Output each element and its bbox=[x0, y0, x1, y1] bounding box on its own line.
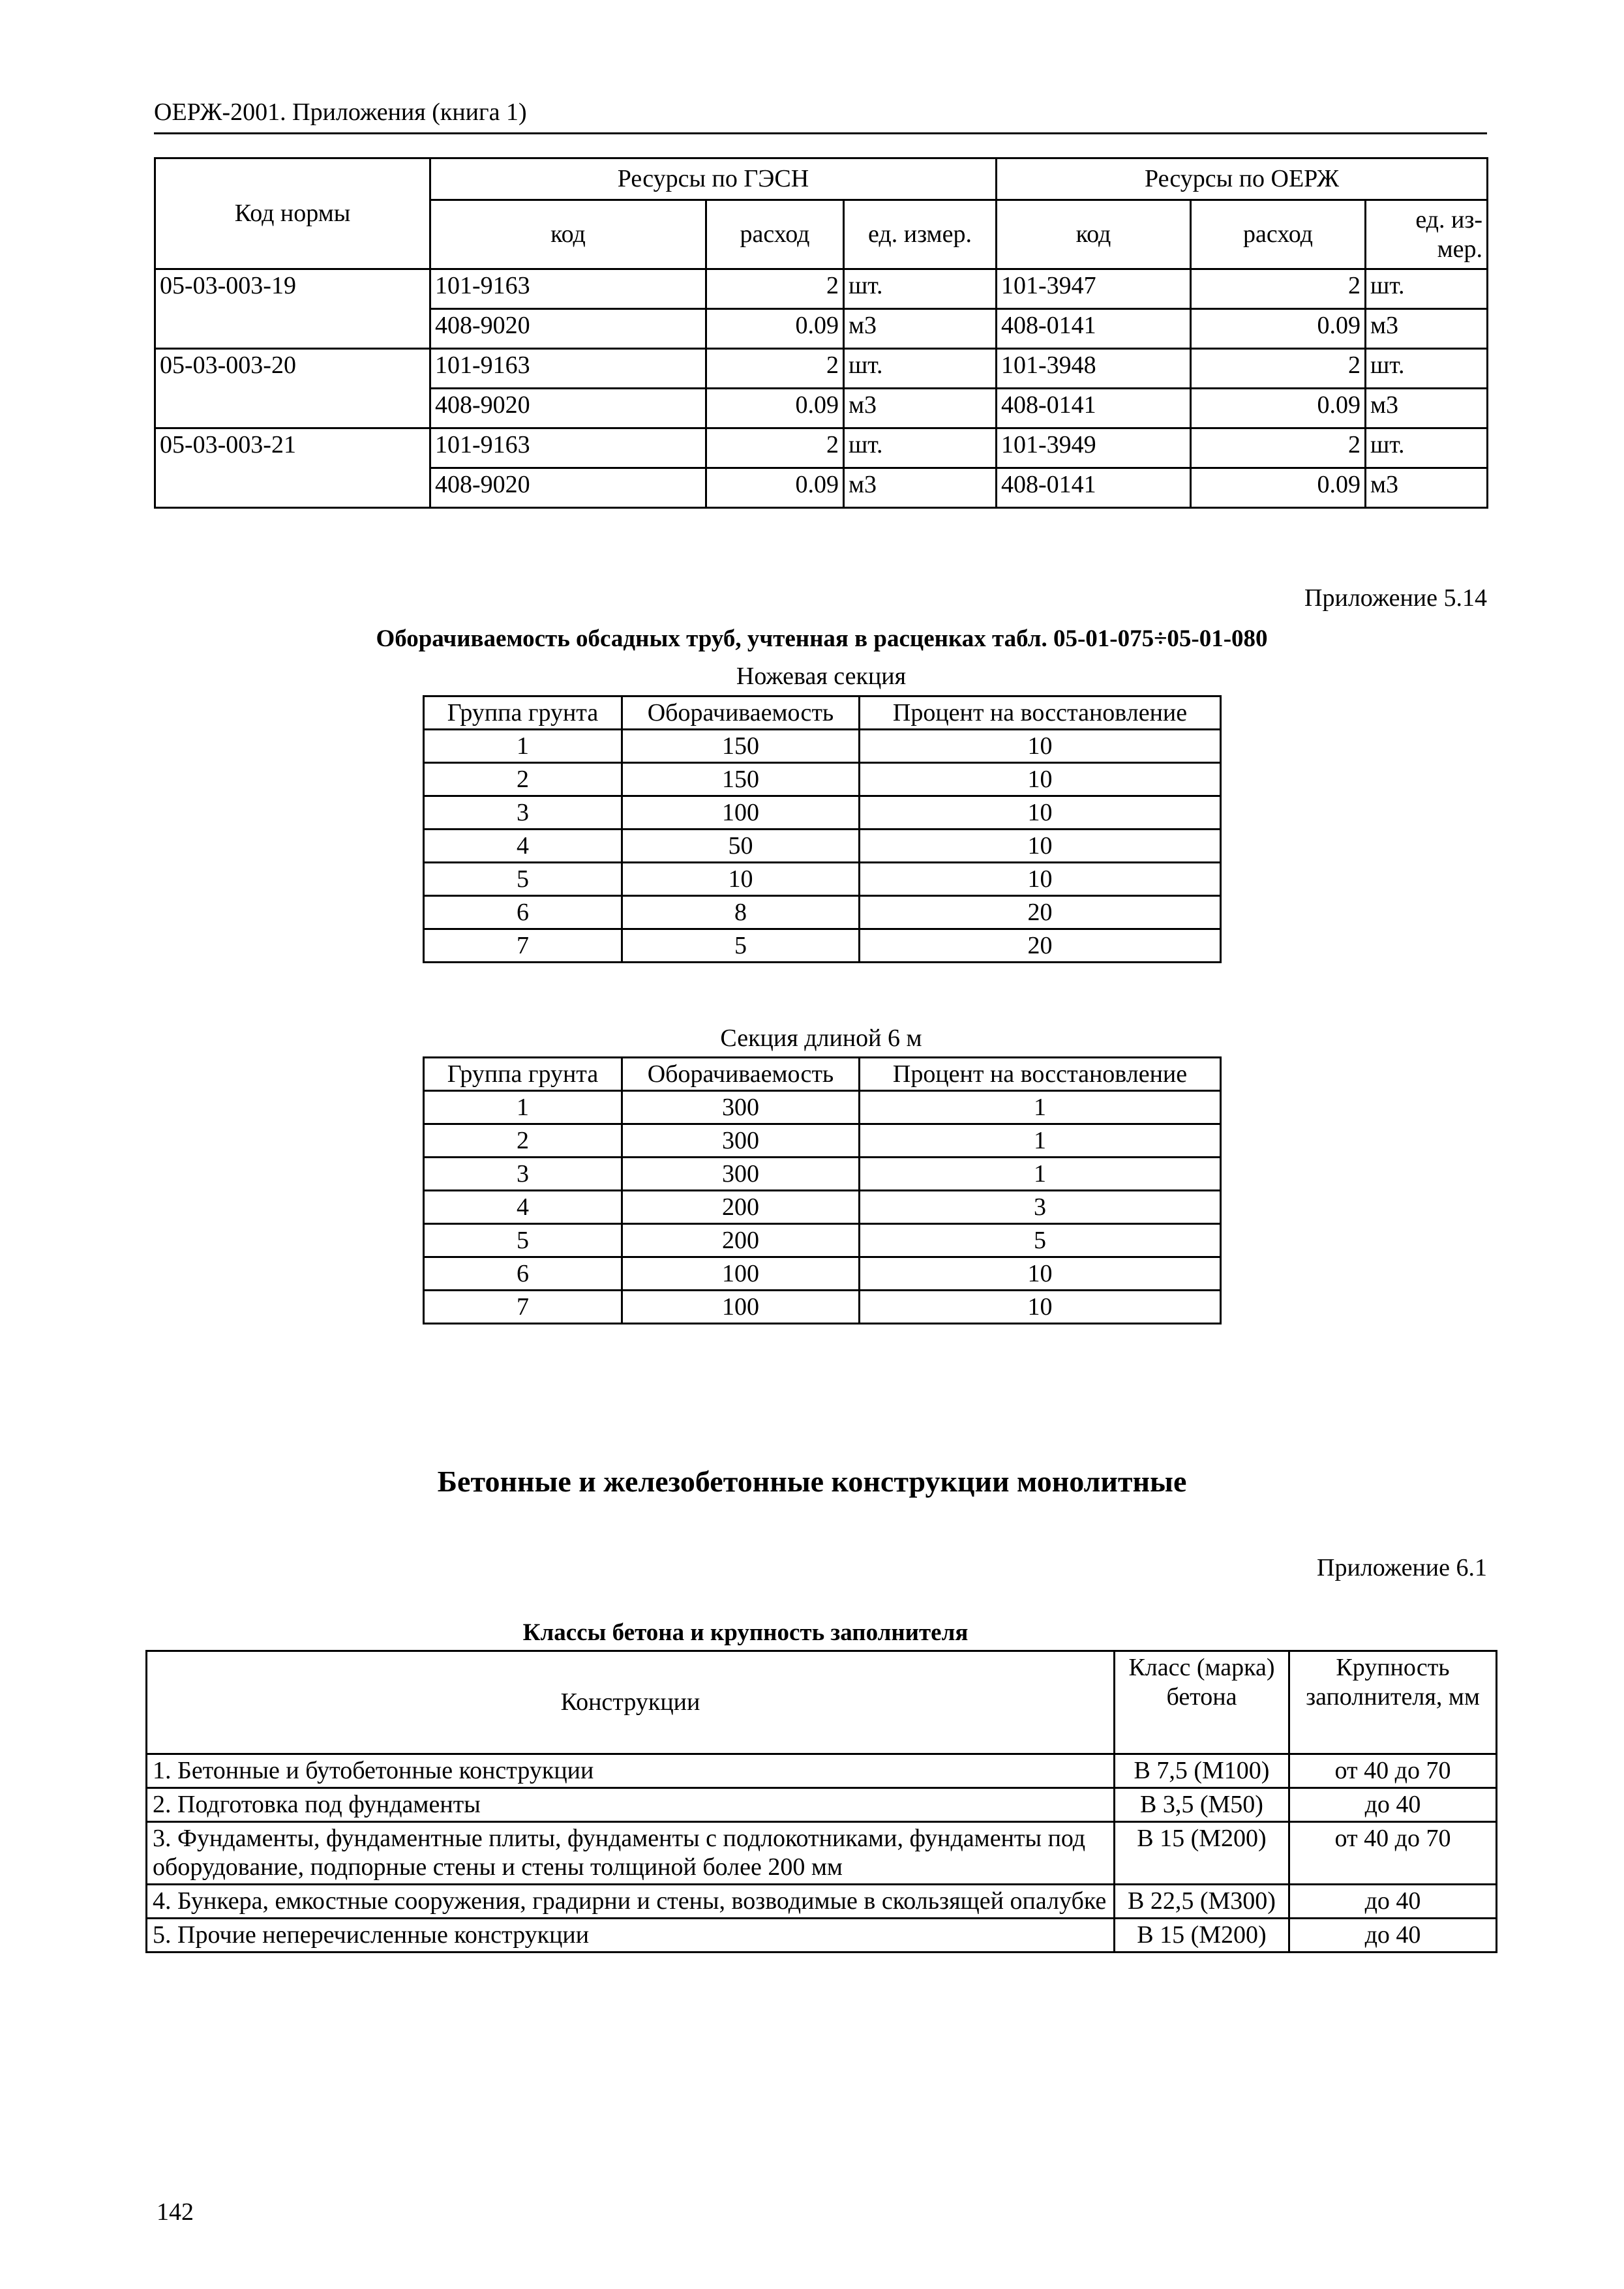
gesn-code-cell: 101-9163 bbox=[430, 349, 706, 389]
concrete-class-cell: В 15 (М200) bbox=[1115, 1919, 1289, 1952]
turnover-cell: 300 bbox=[622, 1124, 860, 1158]
soil-group-cell: 1 bbox=[424, 1091, 622, 1124]
oerzh-code-cell: 408-0141 bbox=[997, 389, 1191, 428]
oerzh-code-cell: 408-0141 bbox=[997, 309, 1191, 349]
table-row bbox=[424, 1291, 1221, 1324]
oerzh-unit-cell: м3 bbox=[1366, 468, 1488, 508]
restoration-percent-cell: 10 bbox=[860, 763, 1221, 796]
gesn-unit-cell: шт. bbox=[844, 349, 997, 389]
table-row bbox=[147, 1885, 1497, 1919]
soil-group-cell: 6 bbox=[424, 896, 622, 929]
gesn-qty-cell: 0.09 bbox=[706, 309, 844, 349]
oerzh-code-cell: 408-0141 bbox=[997, 468, 1191, 508]
concrete-class-cell: В 7,5 (М100) bbox=[1115, 1754, 1289, 1788]
concrete-class-cell: В 15 (М200) bbox=[1115, 1821, 1289, 1885]
turnover-cell: 200 bbox=[622, 1191, 860, 1224]
col-turnover: Оборачиваемость bbox=[622, 1058, 860, 1091]
page-number: 142 bbox=[157, 2198, 194, 2226]
table-row bbox=[424, 1257, 1221, 1291]
restoration-percent-cell: 10 bbox=[860, 830, 1221, 863]
table-row bbox=[424, 1091, 1221, 1124]
table-row bbox=[424, 896, 1221, 929]
soil-group-cell: 2 bbox=[424, 763, 622, 796]
restoration-percent-cell: 10 bbox=[860, 863, 1221, 896]
gesn-qty-cell: 0.09 bbox=[706, 468, 844, 508]
appendix-61-title: Классы бетона и крупность заполнителя bbox=[522, 1619, 969, 1646]
oerzh-qty-cell: 0.09 bbox=[1191, 309, 1366, 349]
table-row bbox=[147, 1788, 1497, 1821]
turnover-cell: 10 bbox=[622, 863, 860, 896]
soil-group-cell: 1 bbox=[424, 730, 622, 763]
restoration-percent-cell: 10 bbox=[860, 796, 1221, 830]
oerzh-qty-cell: 2 bbox=[1191, 269, 1366, 309]
col-aggregate-size: Крупность заполнителя, мм bbox=[1289, 1651, 1497, 1754]
restoration-percent-cell: 1 bbox=[860, 1091, 1221, 1124]
table-row bbox=[424, 1191, 1221, 1224]
construction-cell: 3. Фундаменты, фундаментные плиты, фундаменты с подлокотниками, фундаменты под оборудование, подпорные стены и стены толщиной более 200 мм bbox=[147, 1821, 1115, 1885]
turnover-cell: 100 bbox=[622, 796, 860, 830]
oerzh-unit-cell: шт. bbox=[1366, 349, 1488, 389]
soil-group-cell: 2 bbox=[424, 1124, 622, 1158]
soil-group-cell: 5 bbox=[424, 1224, 622, 1257]
gesn-qty-cell: 2 bbox=[706, 269, 844, 309]
header-rule bbox=[154, 132, 1487, 134]
gesn-unit-cell: шт. bbox=[844, 428, 997, 468]
soil-group-cell: 7 bbox=[424, 929, 622, 963]
header-gesn-qty: расход bbox=[706, 200, 844, 269]
table-row bbox=[155, 269, 1488, 309]
six-m-section-caption: Секция длиной 6 м bbox=[720, 1025, 922, 1052]
col-restoration-percent: Процент на восстановление bbox=[860, 1058, 1221, 1091]
turnover-cell: 8 bbox=[622, 896, 860, 929]
appendix-514-label: Приложение 5.14 bbox=[1304, 584, 1487, 612]
gesn-unit-cell: м3 bbox=[844, 468, 997, 508]
table-row bbox=[147, 1821, 1497, 1885]
section-title: Бетонные и железобетонные конструкции монолитные bbox=[437, 1465, 1187, 1498]
resources-table bbox=[154, 157, 1488, 509]
restoration-percent-cell: 10 bbox=[860, 1257, 1221, 1291]
col-soil-group: Группа грунта bbox=[424, 696, 622, 730]
oerzh-code-cell: 101-3948 bbox=[997, 349, 1191, 389]
table-row bbox=[424, 796, 1221, 830]
header-oerzh-unit: ед. из-мер. bbox=[1366, 200, 1488, 269]
concrete-classes-table bbox=[145, 1650, 1497, 1953]
turnover-cell: 100 bbox=[622, 1291, 860, 1324]
appendix-514-title: Оборачиваемость обсадных труб, учтенная в расценках табл. 05-01-075÷05-01-080 bbox=[376, 625, 1268, 652]
gesn-qty-cell: 2 bbox=[706, 349, 844, 389]
gesn-code-cell: 101-9163 bbox=[430, 269, 706, 309]
gesn-code-cell: 101-9163 bbox=[430, 428, 706, 468]
table-row bbox=[155, 349, 1488, 389]
restoration-percent-cell: 5 bbox=[860, 1224, 1221, 1257]
gesn-unit-cell: м3 bbox=[844, 389, 997, 428]
col-restoration-percent: Процент на восстановление bbox=[860, 696, 1221, 730]
table-row bbox=[424, 830, 1221, 863]
soil-group-cell: 5 bbox=[424, 863, 622, 896]
soil-group-cell: 6 bbox=[424, 1257, 622, 1291]
soil-group-cell: 7 bbox=[424, 1291, 622, 1324]
col-concrete-class: Класс (марка) бетона bbox=[1115, 1651, 1289, 1754]
knife-section-caption: Ножевая секция bbox=[736, 663, 907, 690]
oerzh-qty-cell: 2 bbox=[1191, 428, 1366, 468]
table-row bbox=[424, 730, 1221, 763]
col-soil-group: Группа грунта bbox=[424, 1058, 622, 1091]
table-row bbox=[424, 1224, 1221, 1257]
oerzh-qty-cell: 0.09 bbox=[1191, 389, 1366, 428]
table-row bbox=[424, 929, 1221, 963]
soil-group-cell: 4 bbox=[424, 1191, 622, 1224]
turnover-cell: 200 bbox=[622, 1224, 860, 1257]
gesn-code-cell: 408-9020 bbox=[430, 309, 706, 349]
turnover-cell: 150 bbox=[622, 730, 860, 763]
header-gesn: Ресурсы по ГЭСН bbox=[430, 158, 997, 200]
table-row bbox=[424, 763, 1221, 796]
norm-code-cell: 05-03-003-19 bbox=[155, 269, 430, 349]
table-row bbox=[147, 1754, 1497, 1788]
norm-code-cell: 05-03-003-20 bbox=[155, 349, 430, 428]
table-row bbox=[424, 1158, 1221, 1191]
soil-group-cell: 3 bbox=[424, 1158, 622, 1191]
aggregate-size-cell: до 40 bbox=[1289, 1788, 1497, 1821]
construction-cell: 4. Бункера, емкостные сооружения, градирни и стены, возводимые в скользящей опалубке bbox=[147, 1885, 1115, 1919]
oerzh-code-cell: 101-3947 bbox=[997, 269, 1191, 309]
header-oerzh-qty: расход bbox=[1191, 200, 1366, 269]
restoration-percent-cell: 10 bbox=[860, 730, 1221, 763]
restoration-percent-cell: 1 bbox=[860, 1124, 1221, 1158]
aggregate-size-cell: от 40 до 70 bbox=[1289, 1821, 1497, 1885]
oerzh-qty-cell: 0.09 bbox=[1191, 468, 1366, 508]
turnover-cell: 50 bbox=[622, 830, 860, 863]
aggregate-size-cell: до 40 bbox=[1289, 1885, 1497, 1919]
col-turnover: Оборачиваемость bbox=[622, 696, 860, 730]
gesn-unit-cell: шт. bbox=[844, 269, 997, 309]
construction-cell: 2. Подготовка под фундаменты bbox=[147, 1788, 1115, 1821]
knife-section-table bbox=[423, 695, 1222, 963]
header-code-norm: Код нормы bbox=[155, 158, 430, 269]
table-row bbox=[424, 863, 1221, 896]
turnover-cell: 5 bbox=[622, 929, 860, 963]
header-oerzh-code: код bbox=[997, 200, 1191, 269]
soil-group-cell: 4 bbox=[424, 830, 622, 863]
gesn-qty-cell: 0.09 bbox=[706, 389, 844, 428]
turnover-cell: 300 bbox=[622, 1091, 860, 1124]
restoration-percent-cell: 20 bbox=[860, 896, 1221, 929]
restoration-percent-cell: 10 bbox=[860, 1291, 1221, 1324]
construction-cell: 5. Прочие неперечисленные конструкции bbox=[147, 1919, 1115, 1952]
turnover-cell: 100 bbox=[622, 1257, 860, 1291]
table-row bbox=[424, 1124, 1221, 1158]
header-gesn-unit: ед. измер. bbox=[844, 200, 997, 269]
restoration-percent-cell: 3 bbox=[860, 1191, 1221, 1224]
oerzh-qty-cell: 2 bbox=[1191, 349, 1366, 389]
concrete-class-cell: В 22,5 (М300) bbox=[1115, 1885, 1289, 1919]
appendix-61-label: Приложение 6.1 bbox=[1317, 1554, 1487, 1581]
soil-group-cell: 3 bbox=[424, 796, 622, 830]
restoration-percent-cell: 1 bbox=[860, 1158, 1221, 1191]
oerzh-unit-cell: шт. bbox=[1366, 428, 1488, 468]
oerzh-unit-cell: шт. bbox=[1366, 269, 1488, 309]
turnover-cell: 150 bbox=[622, 763, 860, 796]
norm-code-cell: 05-03-003-21 bbox=[155, 428, 430, 508]
six-m-section-table bbox=[423, 1056, 1222, 1324]
aggregate-size-cell: от 40 до 70 bbox=[1289, 1754, 1497, 1788]
oerzh-unit-cell: м3 bbox=[1366, 309, 1488, 349]
oerzh-code-cell: 101-3949 bbox=[997, 428, 1191, 468]
oerzh-unit-cell: м3 bbox=[1366, 389, 1488, 428]
aggregate-size-cell: до 40 bbox=[1289, 1919, 1497, 1952]
concrete-class-cell: В 3,5 (М50) bbox=[1115, 1788, 1289, 1821]
gesn-qty-cell: 2 bbox=[706, 428, 844, 468]
table-row bbox=[155, 428, 1488, 468]
header-oerzh: Ресурсы по ОЕРЖ bbox=[997, 158, 1488, 200]
construction-cell: 1. Бетонные и бутобетонные конструкции bbox=[147, 1754, 1115, 1788]
restoration-percent-cell: 20 bbox=[860, 929, 1221, 963]
running-header: ОЕРЖ-2001. Приложения (книга 1) bbox=[154, 98, 527, 126]
turnover-cell: 300 bbox=[622, 1158, 860, 1191]
header-gesn-code: код bbox=[430, 200, 706, 269]
gesn-code-cell: 408-9020 bbox=[430, 468, 706, 508]
table-row bbox=[147, 1919, 1497, 1952]
gesn-unit-cell: м3 bbox=[844, 309, 997, 349]
gesn-code-cell: 408-9020 bbox=[430, 389, 706, 428]
col-constructions: Конструкции bbox=[147, 1651, 1115, 1754]
